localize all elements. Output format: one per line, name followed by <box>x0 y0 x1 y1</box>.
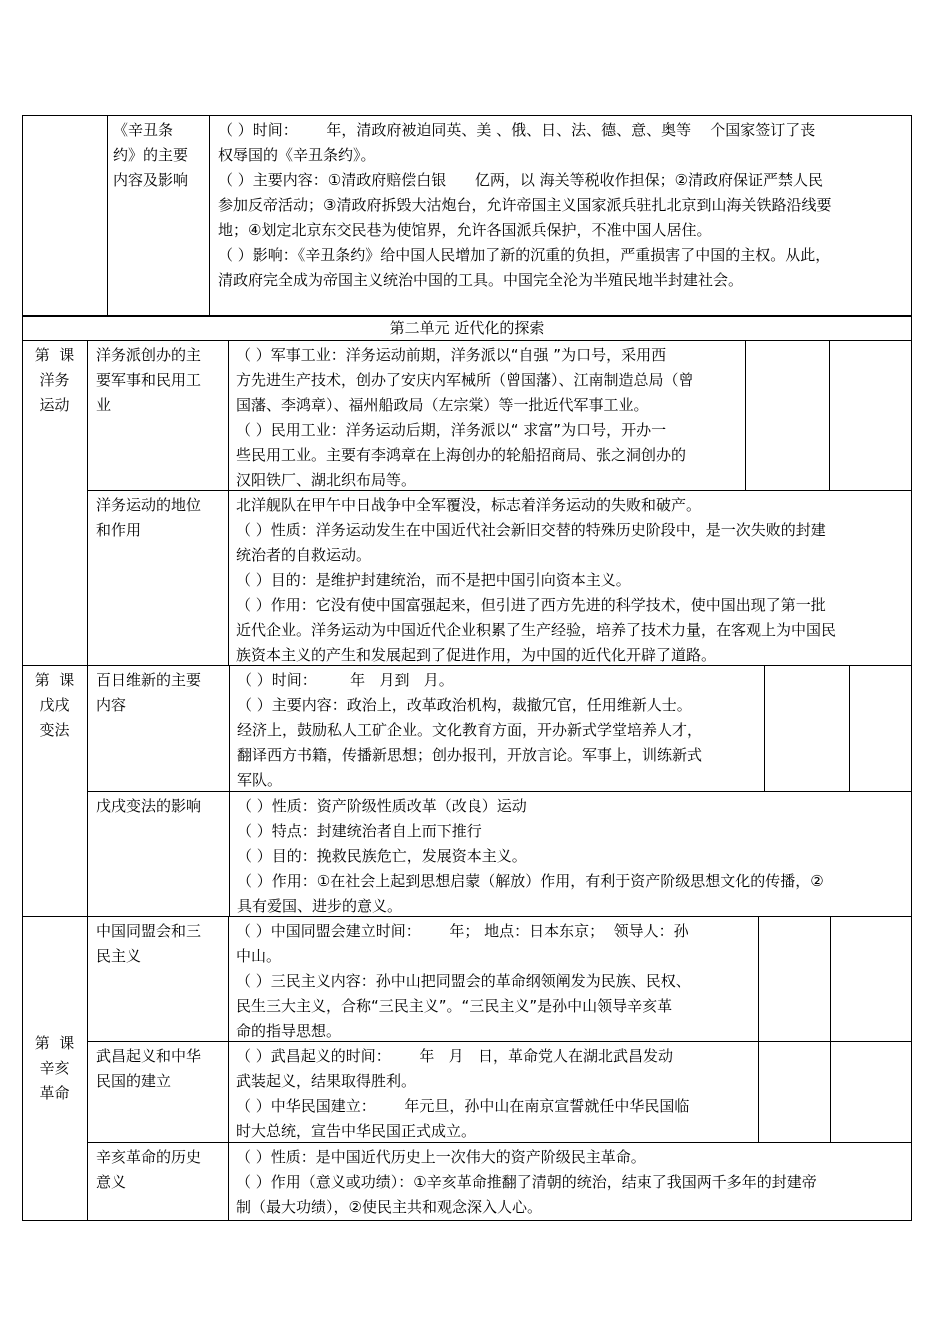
col-divider <box>745 340 746 490</box>
col-divider <box>830 916 831 1142</box>
col-divider <box>107 115 108 316</box>
col-divider <box>764 665 765 791</box>
col-divider <box>228 340 229 665</box>
col-divider <box>87 340 88 1221</box>
content-cell: （ ）时间： 年 月到 月。 （ ）主要内容：政治上，改革政治机构，裁撤冗官，任用维新人士。 经济上，鼓励私人工矿企业。文化教育方面，开办新式学堂培养人才， 翻译西方书籍，传播新思想；创办报刊，开放言论。军事上，训练新式 军队。 <box>237 671 703 789</box>
content-cell: （ ）时间： 年，清政府被迫同英、美 、俄、日、法、德、意、奥等 个国家签订了丧 权辱国的《辛丑条约》。 （ ）主要内容：①清政府赔偿白银 亿两，以 海关等税收作担保；②清政府保证严禁人民 参加反帝活动；③清政府拆毁大沽炮台，允许帝国主义国家派兵驻扎北京到山海关铁路沿线要 地；④划定北京东交民巷为使馆界，允许各国派兵保护，不准中国人居住。 （ ）影响：《辛丑条约》给中国人民增加了新的沉重的负担，严重损害了中国的主权。从此， 清政府完全成为帝国主义统治中国的工具。中国完全沦为半殖民地半封建社会。 <box>218 121 832 289</box>
content-cell: （ ）军事工业：洋务运动前期，洋务派以“自强 ”为口号，采用西 方先进生产技术，创办了安庆内军械所（曾国藩）、江南制造总局（曾 国藩、李鸿章）、福州船政局（左宗棠）等一批近代军事工业。 （ ）民用工业：洋务运动后期，洋务派以“ 求富”为口号，开办一 些民用工业。主要有李鸿章在上海创办的轮船招商局、张之洞创办的 汉阳铁厂、湖北织布局等。 <box>236 346 694 489</box>
col-divider <box>829 340 830 490</box>
col-divider <box>849 665 850 791</box>
topic-cell: 中国同盟会和三 民主义 <box>96 922 202 965</box>
col-divider <box>209 115 210 316</box>
unit-title: 第二单元 近代化的探索 <box>389 319 545 337</box>
lesson-name: 第 课 辛亥 革命 <box>34 1034 75 1102</box>
content-cell: （ ）中国同盟会建立时间： 年； 地点：日本东京； 领导人：孙 中山。 （ ）三民主义内容：孙中山把同盟会的革命纲领阐发为民族、民权、 民生三大主义，合称“三民主义”。“三民主义”是孙中山领导辛亥革 命的指导思想。 <box>236 922 691 1040</box>
topic-cell: 武昌起义和中华 民国的建立 <box>96 1047 202 1090</box>
topic-cell: 辛亥革命的历史 意义 <box>96 1148 202 1191</box>
content-cell: （ ）性质：资产阶级性质改革（改良）运动 （ ）特点：封建统治者自上而下推行 （ ）目的：挽救民族危亡，发展资本主义。 （ ）作用：①在社会上起到思想启蒙（解放）作用，有利于资产阶级思想文化的传播，② 具有爱国、进步的意义。 <box>237 797 824 915</box>
topic-cell: 百日维新的主要 内容 <box>96 671 202 714</box>
topic-cell: 戊戌变法的影响 <box>96 797 202 815</box>
topic-cell: 洋务运动的地位 和作用 <box>96 496 202 539</box>
content-cell: 北洋舰队在甲午中日战争中全军覆没，标志着洋务运动的失败和破产。 （ ）性质：洋务运动发生在中国近代社会新旧交替的特殊历史阶段中，是一次失败的封建 统治者的自救运动。 （ ）目的：是维护封建统治，而不是把中国引向资本主义。 （ ）作用：它没有使中国富强起来，但引进了西方先进的科学技术，使中国出现了第一批 近代企业。洋务运动为中国近代企业积累了生产经验，培养了技术力量，在客观上为中国民 族资本主义的产生和发展起到了促进作用，为中国的近代化开辟了道路。 <box>236 496 837 664</box>
row-divider <box>22 340 912 341</box>
lesson-name: 第 课 洋务 运动 <box>34 346 75 414</box>
topic-cell: 洋务派创办的主 要军事和民用工 业 <box>96 346 202 414</box>
content-cell: （ ）武昌起义的时间： 年 月 日，革命党人在湖北武昌发动 武装起义，结果取得胜利。 （ ）中华民国建立： 年元旦，孙中山在南京宣誓就任中华民国临 时大总统，宣告中华民国正式成立。 <box>236 1047 690 1140</box>
topic-cell: 《辛丑条 约》的主要 内容及影响 <box>113 121 189 189</box>
content-cell: （ ）性质：是中国近代历史上一次伟大的资产阶级民主革命。 （ ）作用（意义或功绩）：①辛亥革命推翻了清朝的统治，结束了我国两千多年的封建帝 制（最大功绩），②使民主共和观念深入人心。 <box>236 1148 817 1216</box>
col-divider <box>758 916 759 1142</box>
col-divider <box>228 916 229 1221</box>
lesson-name: 第 课 戊戌 变法 <box>34 671 75 739</box>
